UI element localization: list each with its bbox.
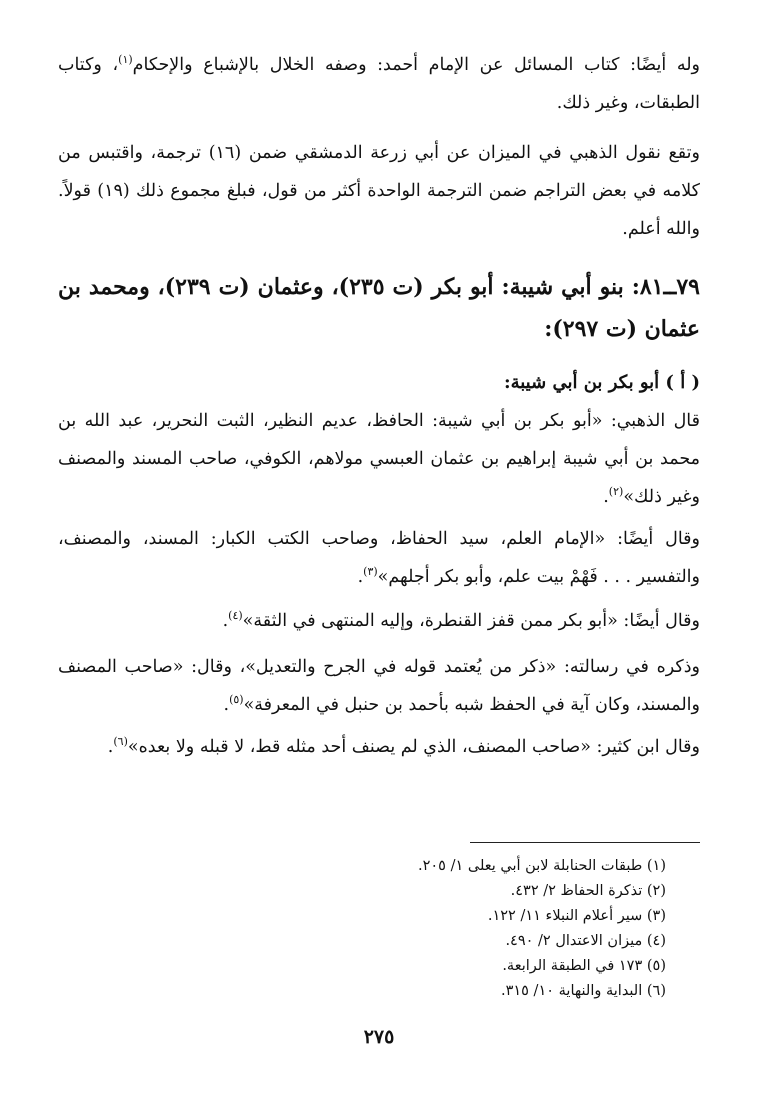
footnote-item: (٢) تذكرة الحفاظ ٢/ ٤٣٢. — [510, 883, 666, 899]
paragraph-risala — [58, 648, 700, 724]
paragraph-tail: . — [357, 567, 364, 587]
paragraph-tail: . — [107, 737, 114, 757]
paragraph-text: وقال ابن كثير: «صاحب المصنف، الذي لم يصنف أحد مثله قط، لا قبله ولا بعده» — [127, 737, 700, 757]
paragraph-reliability — [58, 602, 700, 640]
footnote-ref[interactable]: (٤) — [228, 609, 243, 623]
paragraph-imam-description — [58, 520, 700, 596]
footnote-item: (٥) ١٧٣ في الطبقة الرابعة. — [502, 958, 666, 974]
footnote-ref[interactable]: (٢) — [608, 485, 624, 499]
footnotes-list — [106, 854, 666, 1004]
paragraph-text: وقال أيضًا: «أبو بكر ممن قفز القنطرة، وإليه المنتهى في الثقة» — [242, 611, 700, 631]
paragraph-text: وله أيضًا: كتاب المسائل عن الإمام أحمد: وصفه الخلال بالإشباع والإحكام — [132, 55, 700, 75]
paragraph-tail: . — [603, 487, 609, 507]
book-page — [58, 38, 700, 1078]
footnote-item: (٣) سير أعلام النبلاء ١١/ ١٢٢. — [487, 908, 666, 924]
paragraph-text: وقال أيضًا: «الإمام العلم، سيد الحفاظ، وصاحب الكتب الكبار: المسند، والمصنف، والتفسير . . . فَهْمْ بيت علم، وأبو بكر أجلهم» — [58, 529, 700, 587]
subsection-heading: ( أ ) أبو بكر بن أبي شيبة: — [503, 372, 700, 393]
paragraph-works — [58, 46, 700, 122]
section-heading: ٧٩ــ٨١: بنو أبي شيبة: أبو بكر (ت ٢٣٥)، وعثمان (ت ٢٣٩)، ومحمد بن عثمان (ت ٢٩٧): — [58, 274, 700, 342]
footnote-ref[interactable]: (٣) — [363, 565, 378, 579]
page-number: ٢٧٥ — [363, 1026, 395, 1048]
footnote-ref[interactable]: (٦) — [113, 735, 128, 749]
footnote-divider — [470, 842, 700, 843]
footnote-ref[interactable]: (٥) — [229, 693, 244, 707]
paragraph-tail: ، وكتاب الطبقات، وغير ذلك. — [58, 55, 700, 113]
footnote-item: (١) طبقات الحنابلة لابن أبي يعلى ١/ ٢٠٥. — [417, 858, 666, 874]
paragraph-text: قال الذهبي: «أبو بكر بن أبي شيبة: الحافظ، عديم النظير، الثبت النحرير، عبد الله بن محمد بن أبي شيبة إبراهيم بن عثمان العبسي مولاهم، الكوفي، صاحب المسند والمصنف وغير ذلك» — [58, 411, 700, 507]
paragraph-text: وذكره في رسالته: «ذكر من يُعتمد قوله في الجرح والتعديل»، وقال: «صاحب المصنف والمسند، وكان آية في الحفظ شبه بأحمد بن حنبل في المعرفة» — [58, 657, 700, 715]
paragraph-dhahabi-quotes: وتقع نقول الذهبي في الميزان عن أبي زرعة الدمشقي ضمن (١٦) ترجمة، واقتبس من كلامه في بعض التراجم ضمن الترجمة الواحدة أكثر من قول، فبلغ مجموع ذلك (١٩) قولاً. والله أعلم. — [58, 143, 700, 239]
footnote-ref[interactable]: (١) — [118, 53, 133, 67]
footnote-item: (٦) البداية والنهاية ١٠/ ٣١٥. — [500, 983, 666, 999]
paragraph-tail: . — [223, 695, 230, 715]
paragraph-ibn-kathir — [58, 728, 700, 766]
footnote-item: (٤) ميزان الاعتدال ٢/ ٤٩٠. — [505, 933, 666, 949]
paragraph-tail: . — [222, 611, 229, 631]
paragraph-dhahabi-statement — [58, 402, 700, 516]
